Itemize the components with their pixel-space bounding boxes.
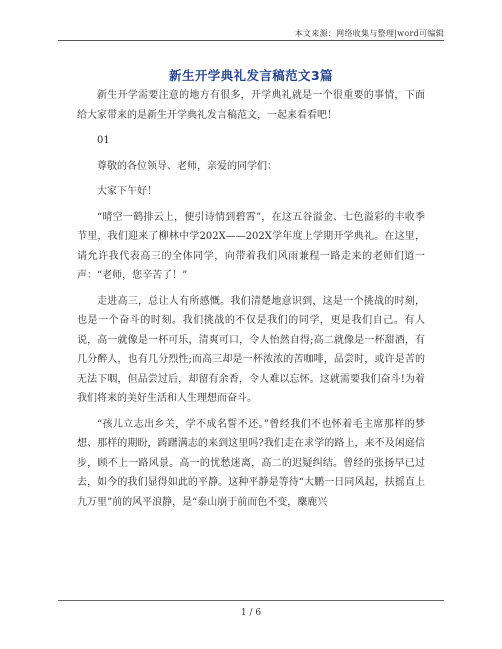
body-paragraph: “孩儿立志出乡关，学不成名誓不还。”曾经我们不也怀着毛主席那样的梦想、那样的期盼，踌躇满志的来到这里吗?我们走在求学的路上，来不及闲庭信步，顾不上一路风景。高一的忧愁迷离，高二的迟疑纠结。曾经的张扬早已过去，如今的我们显得如此的平静。这种平静是等待“大鹏一日同风起，扶摇直上九万里”前的风平浪静，是“泰山崩于前而色不变，麋鹿兴 (77, 418, 425, 508)
document-title: 新生开学典礼发言稿范文3篇 (169, 68, 333, 83)
greeting: 大家下午好！ (97, 186, 157, 197)
intro-paragraph: 新生开学需要注意的地方有很多，开学典礼就是一个很重要的事情，下面给大家带来的是新生开学典礼发言稿范文，一起来看看吧！ (77, 90, 425, 121)
salutation: 尊敬的各位领导、老师，亲爱的同学们： (97, 160, 277, 172)
header-source-note: 本文来源：网络收集与整理|word可编辑 (294, 29, 444, 38)
footer-divider (58, 600, 444, 601)
body-paragraph: “晴空一鹤排云上，便引诗情到碧霄”，在这五谷溢金、七色溢彩的丰收季节里，我们迎来了柳林中学202X——202X学年度上学期开学典礼。在这里，请允许我代表高三的全体同学，向带着我们风雨兼程一路走来的老师们道一声：“老师，您辛苦了！” (77, 211, 425, 281)
section-number: 01 (97, 135, 110, 146)
document-body (77, 86, 425, 518)
header-divider (58, 40, 444, 41)
page-number: 1 / 6 (240, 608, 262, 618)
body-paragraph: 走进高三，总让人有所感慨。我们清楚地意识到，这是一个挑战的时刻，也是一个奋斗的时刻。我们挑战的不仅是我们的同学，更是我们自己。有人说，高一就像是一杯可乐，清爽可口，令人怡然自得;高二就像是一杯甜酒，有几分醉人，也有几分烈性;而高三却是一杯浓浓的苦咖啡，品尝时，或许是苦的无法下咽，但品尝过后，却留有余香，令人难以忘怀。这就需要我们奋斗!为着我们将来的美好生活和人生理想而奋斗。 (77, 295, 425, 404)
